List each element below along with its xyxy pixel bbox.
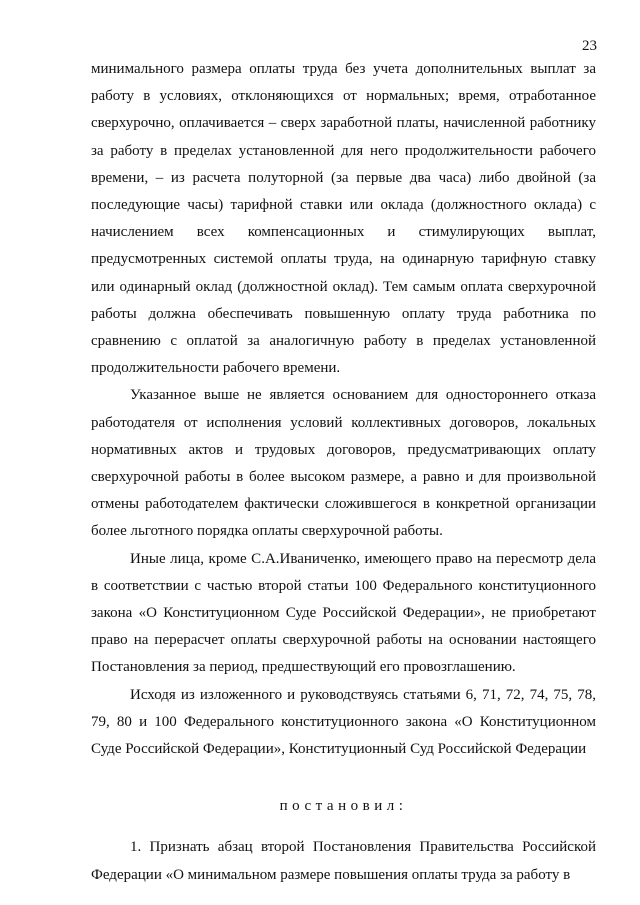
paragraph-continued-text: минимального размера оплаты труда без учета дополнительных выплат за работу в условиях, отклоняющихся от нормальных; время, отработанное сверхурочно, оплачивается – сверх заработной платы, начисленной работнику за работу в пределах установленной для него продолжительности рабочего времени, – из расчета полуторной (за первые два часа) либо двойной (за последующие часы) тарифной ставки или оклада (должностного оклада) с начислением всех компенсационных и стимулирующих выплат, предусмотренных системой оплаты труда, на одинарную тарифную ставку или одинарный оклад (должностной оклад). Тем самым оплата сверхурочной работы должна обеспечивать повышенную оплату труда работника по сравнению с оплатой за аналогичную работу в пределах установленной продолжительности рабочего времени. (91, 61, 596, 377)
document-body (91, 56, 596, 889)
resolution-item-1: 1. Признать абзац второй Постановления Правительства Российской Федерации «О минимальном размере повышения оплаты труда за работу в (91, 839, 596, 883)
paragraph-other-persons: Иные лица, кроме С.А.Иваниченко, имеющего право на пересмотр дела в соответствии с частью второй статьи 100 Федерального конституционного закона «О Конституционном Суде Российской Федерации», не приобретают право на перерасчет оплаты сверхурочной работы на основании настоящего Постановления за период, предшествующий его провозглашению. (91, 550, 596, 676)
paragraph-legal-basis: Исходя из изложенного и руководствуясь статьями 6, 71, 72, 74, 75, 78, 79, 80 и 100 Федерального конституционного закона «О Конституционном Суде Российской Федерации», Конституционный Суд Российской Федерации (91, 686, 596, 758)
paragraph-employer-obligations: Указанное выше не является основанием для одностороннего отказа работодателя от исполнения условий коллективных договоров, локальных нормативных актов и трудовых договоров, предусматривающих оплату сверхурочной работы в более высоком размере, а равно и для произвольной отмены работодателем фактически сложившегося в конкретной организации более льготного порядка оплаты сверхурочной работы. (91, 387, 596, 540)
page-number: 23 (582, 38, 597, 54)
resolution-heading: постановил: (279, 798, 408, 815)
